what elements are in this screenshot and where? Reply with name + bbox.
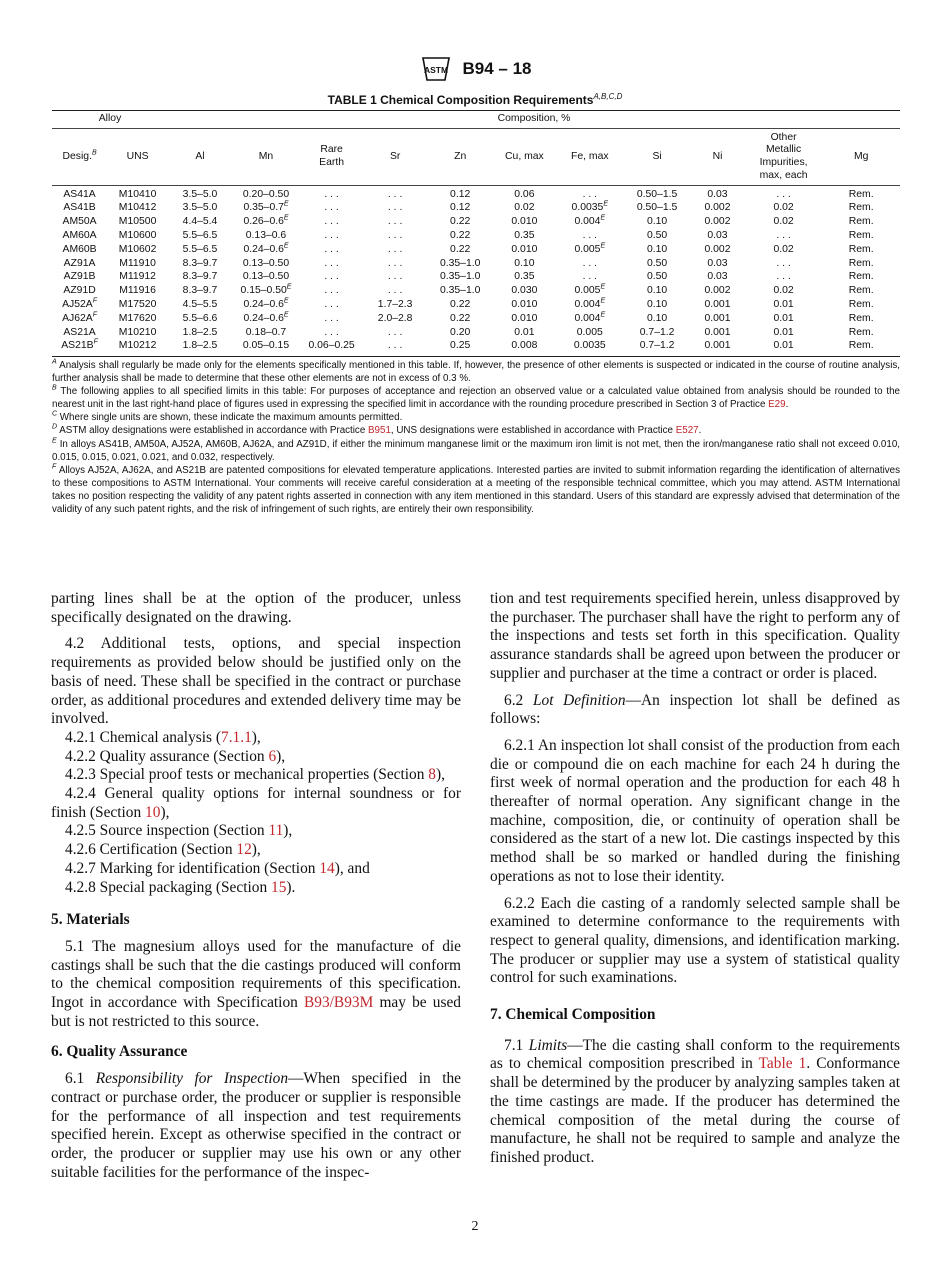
cell-other: 0.01 (745, 340, 823, 356)
cell-uns: M10210 (118, 326, 157, 338)
cell-cu: 0.06 (514, 188, 535, 200)
paragraph-4-2: 4.2 Additional tests, options, and special inspection requirements as provided below should be justified only on the basis of need. These shall be specified in the contract or purchase order, as additional procedures and extended delivery time may be involved. (51, 635, 461, 728)
cell-si: 0.10 (646, 312, 668, 324)
col-header-ni: Ni (690, 129, 745, 186)
item-4-2-5: 4.2.5 Source inspection (Section 11), (65, 822, 293, 840)
group-header-alloy: Alloy (52, 111, 168, 129)
cell-zn: 0.22 (450, 216, 471, 228)
link-e527[interactable]: E527 (675, 425, 699, 437)
cell-cu: 0.35 (514, 271, 535, 283)
cell-mg: Rem. (848, 188, 874, 200)
table-row (52, 271, 900, 285)
cell-cu: 0.010 (511, 298, 538, 310)
cell-mn: $0.35-0.7^E$ (243, 200, 289, 214)
item-4-2-6: 4.2.6 Certification (Section 12), (65, 841, 261, 859)
cell-ni: 0.03 (707, 229, 728, 241)
cell-si: 0.7–1.2 (639, 326, 675, 338)
paragraph-7-1: 7.1 Limits—The die casting shall conform to the requirements as to chemical composition prescribed in Table 1. Conformance shall be determined by the producer by analyzing samples taken at the time castings are made. If the producer has determined the chemical composition of the metal during the course of manufacture, he shall not be required to sample and analyze the finished product. (490, 1036, 900, 1166)
cell-si: 0.10 (646, 243, 668, 255)
link-table-1[interactable]: Table 1 (758, 1055, 807, 1073)
cell-mn: 0.13–0.6 (245, 229, 287, 241)
cell-uns: M10602 (118, 243, 157, 255)
cell-zn: 0.25 (427, 340, 493, 356)
table-caption-footnote-marks: A,B,C,D (593, 92, 623, 101)
cell-mn: 0.18–0.7 (245, 326, 287, 338)
footnote-b: $^B$ The following applies to all specified limits in this table: For purposes of acceptance and rejection an observed value or a calculated value obtained from analysis should be rounded to the nearest unit in the last right-hand place of figures used in expressing the specified limit in accordance with the rounding procedure prescribed in Section 3 of Practice E29. (52, 384, 901, 411)
cell-uns: M11916 (119, 285, 156, 297)
cell-mg: Rem. (848, 285, 874, 297)
cell-al: 5.5–6.5 (182, 229, 218, 241)
cell-other: . . . (776, 257, 791, 269)
footnote-a: $^A$ Analysis shall regularly be made only for the elements specifically mentioned in this table. If, however, the presence of other elements is suspected or indicated in the course of routine analysis, further analysis shall be made to determine that these other elements are not in excess of 0.3 %. (52, 358, 900, 385)
cell-ni: 0.03 (707, 257, 728, 269)
link-section-15[interactable]: 15 (271, 878, 287, 896)
cell-desig: AM60B (62, 243, 97, 255)
cell-re: . . . (324, 326, 339, 338)
cell-cu: 0.35 (514, 229, 535, 241)
cell-ni: 0.03 (707, 271, 728, 283)
cell-re: . . . (324, 229, 339, 241)
cell-al: 8.3–9.7 (182, 285, 218, 297)
cell-sr: . . . (387, 229, 403, 241)
cell-cu: 0.008 (493, 340, 555, 356)
col-header-mg: Mg (822, 129, 900, 186)
col-header-sr: Sr (363, 129, 427, 186)
cell-cu: 0.01 (514, 326, 535, 338)
section-heading-6: 6. Quality Assurance (51, 1043, 188, 1061)
cell-re: . . . (324, 271, 339, 283)
col-header-uns: UNS (107, 129, 168, 186)
cell-mn: 0.20–0.50 (242, 188, 290, 200)
cell-re: . . . (324, 312, 339, 324)
cell-fe: $0.0035^E$ (571, 200, 608, 214)
cell-al: 4.4–5.4 (182, 216, 218, 228)
cell-zn: 0.22 (450, 298, 471, 310)
paragraph-5-1: 5.1 The magnesium alloys used for the manufacture of die castings shall be such that the die castings produced will conform to the chemical composition requirements of this specification. Ingot in accordance with Specification B93/B93M may be used but is not restricted to this source. (51, 937, 461, 1030)
table-row (52, 186, 900, 202)
cell-si: 0.50 (646, 271, 668, 283)
cell-si: 0.7–1.2 (624, 340, 690, 356)
cell-al: 4.5–5.5 (182, 298, 218, 310)
cell-sr: . . . (387, 257, 403, 269)
cell-zn: 0.12 (450, 188, 471, 200)
cell-si: 0.10 (646, 285, 668, 297)
table-row (52, 326, 900, 340)
section-heading-7: 7. Chemical Composition (490, 1006, 656, 1024)
cell-desig: AZ91A (63, 257, 96, 269)
cell-fe: . . . (582, 188, 597, 200)
col-header-cu: Cu, max (493, 129, 555, 186)
cell-sr: . . . (387, 326, 403, 338)
cell-fe: $0.005^E$ (574, 283, 606, 297)
cell-other: 0.01 (773, 326, 794, 338)
left-column (51, 590, 461, 1182)
cell-mn: 0.05–0.15 (232, 340, 300, 356)
cell-re: . . . (324, 243, 339, 255)
cell-ni: 0.002 (704, 216, 731, 228)
cell-fe: 0.005 (576, 326, 603, 338)
cell-fe: $0.004^E$ (574, 214, 606, 228)
cell-sr: . . . (387, 243, 403, 255)
cell-si: 0.50 (646, 257, 668, 269)
cell-uns: M17520 (118, 298, 157, 310)
cell-ni: 0.002 (704, 202, 731, 214)
cell-mg: Rem. (848, 216, 874, 228)
cell-cu: 0.010 (511, 216, 538, 228)
cell-sr: . . . (387, 285, 403, 297)
footnote-d: $^D$ ASTM alloy designations were established in accordance with Practice B951, UNS designations were established in accordance with Practice E527. (52, 424, 702, 437)
cell-desig: $AJ62A^F$ (62, 311, 98, 324)
col-header-mn: Mn (232, 129, 300, 186)
cell-sr: . . . (387, 188, 403, 200)
cell-si: 0.50–1.5 (636, 188, 678, 200)
item-4-2-8: 4.2.8 Special packaging (Section 15). (65, 878, 296, 896)
link-section-11[interactable]: 11 (268, 822, 284, 840)
cell-fe: $0.005^E$ (574, 242, 606, 255)
cell-uns: M11910 (119, 257, 156, 269)
link-section-6[interactable]: 6 (268, 747, 277, 765)
link-b951[interactable]: B951 (368, 425, 391, 437)
link-b93[interactable]: B93/B93M (304, 994, 374, 1012)
cell-other: 0.02 (773, 243, 794, 255)
paragraph-parting-lines: parting lines shall be at the option of the producer, unless specifically designated on the drawing. (51, 590, 461, 626)
cell-ni: 0.001 (704, 312, 731, 324)
cell-mn: 0.13–0.50 (242, 271, 290, 283)
item-4-2-4: 4.2.4 General quality options for internal soundness or for finish (Section 10), (51, 785, 461, 821)
cell-cu: 0.010 (511, 243, 538, 255)
cell-re: . . . (324, 216, 339, 228)
cell-uns: M17620 (118, 312, 157, 324)
cell-al: 8.3–9.7 (182, 257, 218, 269)
cell-desig: $AJ52A^F$ (62, 297, 98, 310)
link-e29[interactable]: E29 (768, 399, 786, 411)
cell-other: . . . (776, 188, 791, 200)
col-header-rare-earth: Rare Earth (300, 129, 363, 186)
cell-fe: . . . (582, 271, 597, 283)
cell-mg: Rem. (848, 271, 874, 283)
cell-zn: 0.35–1.0 (439, 257, 481, 269)
item-4-2-7: 4.2.7 Marking for identification (Section 14), and (65, 859, 370, 877)
link-section-8[interactable]: 8 (428, 766, 436, 784)
cell-fe: $0.004^E$ (574, 297, 606, 310)
cell-cu: 0.10 (514, 257, 535, 269)
cell-al: 1.8–2.5 (182, 326, 218, 338)
right-column (490, 590, 900, 1168)
cell-desig: AS21A (63, 326, 96, 338)
cell-mg: Rem. (848, 202, 874, 214)
table-row (52, 243, 900, 257)
cell-uns: M11912 (119, 271, 156, 283)
cell-sr: . . . (387, 202, 403, 214)
cell-uns: M10410 (118, 188, 157, 200)
cell-cu: 0.030 (511, 285, 538, 297)
cell-other: 0.02 (773, 216, 794, 228)
cell-fe: $0.004^E$ (574, 311, 606, 324)
cell-re: 0.06–0.25 (300, 340, 363, 356)
table-row (52, 216, 900, 230)
cell-ni: 0.001 (704, 298, 731, 310)
cell-uns: M10500 (118, 216, 157, 228)
paragraph-6-2: 6.2 Lot Definition—An inspection lot shall be defined as follows: (490, 691, 900, 728)
cell-desig: $AS21B^F$ (52, 340, 107, 356)
cell-fe: 0.0035 (556, 340, 625, 356)
col-header-al: Al (168, 129, 232, 186)
cell-sr: . . . (387, 216, 403, 228)
cell-desig: AZ91D (63, 285, 96, 297)
link-section-14[interactable]: 14 (319, 859, 335, 877)
cell-si: 0.50 (646, 229, 668, 241)
cell-cu: 0.010 (511, 312, 538, 324)
table-row (52, 298, 900, 312)
cell-other: . . . (776, 271, 791, 283)
cell-mg: Rem. (848, 326, 874, 338)
table-row (52, 312, 900, 326)
cell-mn: 0.13–0.50 (242, 257, 290, 269)
cell-mg: Rem. (848, 229, 874, 241)
cell-al: 5.5–6.5 (182, 243, 218, 255)
cell-mn: $0.24-0.6^E$ (243, 311, 289, 324)
link-section-12[interactable]: 12 (236, 841, 252, 859)
paragraph-6-2-2: 6.2.2 Each die casting of a randomly selected sample shall be examined to determine conformance to the requirements with respect to general quality, dimensions, and identification marking. The producer or supplier may use a system of statistical quality control for such examinations. (490, 894, 900, 987)
chemical-composition-table (52, 110, 900, 357)
table-footnotes (52, 359, 900, 516)
page-number: 2 (471, 1219, 479, 1234)
group-header-composition: Composition, % (168, 111, 900, 129)
table-caption (0, 93, 950, 107)
footnote-e: $^E$ In alloys AS41B, AM50A, AJ52A, AM60B, AJ62A, and AZ91D, if either the minimum manganese limit or the maximum iron limit is not met, then the iron/manganese ratio shall not exceed 0.010, 0.015, 0.015, 0.021, 0.021, and 0.032, respectively. (52, 437, 900, 463)
cell-al: 1.8–2.5 (168, 340, 232, 356)
cell-other: 0.01 (773, 312, 794, 324)
table-row (52, 202, 900, 216)
footnote-f: $^F$ Alloys AJ52A, AJ62A, and AS21B are patented compositions for elevated temperature applications. Interested parties are invited to submit information regarding the identification of alternatives to these compositions to ASTM International. Your comments will receive careful consideration at a meeting of the responsible technical committee, which you may attend. ASTM International takes no position respecting the validity of any patent rights asserted in connection with any item mentioned in this standard. Users of this standard are expressly advised that determination of the validity of any such patent rights, and the risk of infringement of such rights, are entirely their own responsibility. (52, 463, 900, 516)
cell-mn: $0.26-0.6^E$ (243, 214, 289, 228)
paragraph-6-2-1: 6.2.1 An inspection lot shall consist of the production from each die or compound die on each machine for each 24 h during the first week of normal operation and the production for each 48 h thereafter of normal operation. Any significant change in the machine, composition, die, or continuity of operation shall be considered as the start of a new lot. Die castings inspected by this method shall be so marked or handled during the finishing operations as not to lose their identity. (490, 736, 900, 885)
link-section-10[interactable]: 10 (145, 803, 161, 821)
table-body (52, 186, 900, 357)
document-header (0, 56, 950, 82)
cell-al: 3.5–5.0 (182, 188, 218, 200)
footnote-c: $^C$ Where single units are shown, these indicate the maximum amounts permitted. (52, 411, 403, 424)
cell-mg: Rem. (848, 298, 874, 310)
cell-fe: . . . (582, 229, 597, 241)
col-header-other-impurities: Other Metallic Impurities, max, each (745, 129, 823, 186)
section-heading-5: 5. Materials (51, 911, 130, 929)
cell-uns: M10412 (118, 202, 157, 214)
cell-desig: AS41A (63, 188, 96, 200)
cell-uns: M10212 (107, 340, 168, 356)
cell-sr: 1.7–2.3 (377, 298, 413, 310)
cell-ni: 0.002 (704, 285, 731, 297)
cell-al: 8.3–9.7 (182, 271, 218, 283)
cell-si: 0.50–1.5 (636, 202, 678, 214)
cell-desig: AZ91B (63, 271, 96, 283)
table-row (52, 285, 900, 299)
cell-re: . . . (324, 285, 339, 297)
cell-zn: 0.35–1.0 (439, 285, 481, 297)
cell-mn: $0.15-0.50^E$ (240, 283, 292, 297)
cell-ni: 0.001 (704, 326, 731, 338)
logo-lettering: ASTM (423, 65, 448, 75)
cell-re: . . . (324, 257, 339, 269)
cell-re: . . . (324, 202, 339, 214)
cell-mg: Rem. (848, 243, 874, 255)
cell-ni: 0.03 (707, 188, 728, 200)
cell-mg: Rem. (848, 257, 874, 269)
item-4-2-3: 4.2.3 Special proof tests or mechanical properties (Section 8), (65, 766, 445, 784)
cell-al: 5.5–6.6 (182, 312, 218, 324)
cell-re: . . . (324, 188, 339, 200)
cell-other: 0.02 (773, 202, 794, 214)
item-4-2-1: 4.2.1 Chemical analysis (7.1.1), (65, 728, 261, 746)
cell-zn: 0.12 (450, 202, 471, 214)
link-7-1-1[interactable]: 7.1.1 (221, 728, 252, 746)
cell-zn: 0.20 (450, 326, 471, 338)
cell-zn: 0.22 (450, 243, 471, 255)
cell-desig: AS41B (63, 202, 96, 214)
cell-other: . . . (776, 229, 791, 241)
table-row (52, 257, 900, 271)
table-row (52, 229, 900, 243)
cell-sr: . . . (363, 340, 427, 356)
astm-logo-icon (419, 56, 453, 82)
document-id: B94 – 18 (462, 59, 532, 78)
cell-other: 0.01 (773, 298, 794, 310)
cell-zn: 0.22 (450, 312, 471, 324)
cell-re: . . . (324, 298, 339, 310)
cell-sr: 2.0–2.8 (377, 312, 413, 324)
col-header-zn: Zn (427, 129, 493, 186)
item-4-2-2: 4.2.2 Quality assurance (Section 6), (65, 747, 286, 765)
cell-fe: . . . (582, 257, 597, 269)
paragraph-6-1: 6.1 Responsibility for Inspection—When specified in the contract or purchase order, the producer or supplier is responsible for the performance of all inspection and test requirements specified herein. Except as otherwise specified in the contract or order, the producer or supplier may use his own or any other suitable facilities for the performance of the inspec- (51, 1070, 461, 1181)
col-header-desig: Desig.$^B$ (52, 129, 107, 186)
table-caption-text: TABLE 1 Chemical Composition Requirements (327, 93, 594, 107)
cell-ni: 0.002 (704, 243, 731, 255)
cell-zn: 0.35–1.0 (439, 271, 481, 283)
cell-zn: 0.22 (450, 229, 471, 241)
cell-mg: Rem. (848, 312, 874, 324)
cell-ni: 0.001 (690, 340, 745, 356)
cell-desig: AM50A (62, 216, 97, 228)
cell-mn: $0.24-0.6^E$ (243, 242, 289, 255)
cell-cu: 0.02 (514, 202, 535, 214)
cell-sr: . . . (387, 271, 403, 283)
col-header-fe: Fe, max (556, 129, 625, 186)
cell-si: 0.10 (646, 216, 668, 228)
cell-al: 3.5–5.0 (182, 202, 218, 214)
cell-mn: $0.24-0.6^E$ (243, 297, 289, 310)
cell-si: 0.10 (646, 298, 668, 310)
paragraph-6-1-continued: tion and test requirements specified herein, unless disapproved by the purchaser. The purchaser shall have the right to perform any of the inspections and tests set forth in this specification. Quality assurance standards shall be agreed upon between the producer or supplier and purchaser at the time a contract or order is placed. (490, 590, 900, 682)
col-header-si: Si (624, 129, 690, 186)
table-row (52, 340, 900, 356)
cell-uns: M10600 (118, 229, 157, 241)
cell-other: 0.02 (773, 285, 794, 297)
cell-mg: Rem. (822, 340, 900, 356)
cell-desig: AM60A (62, 229, 97, 241)
